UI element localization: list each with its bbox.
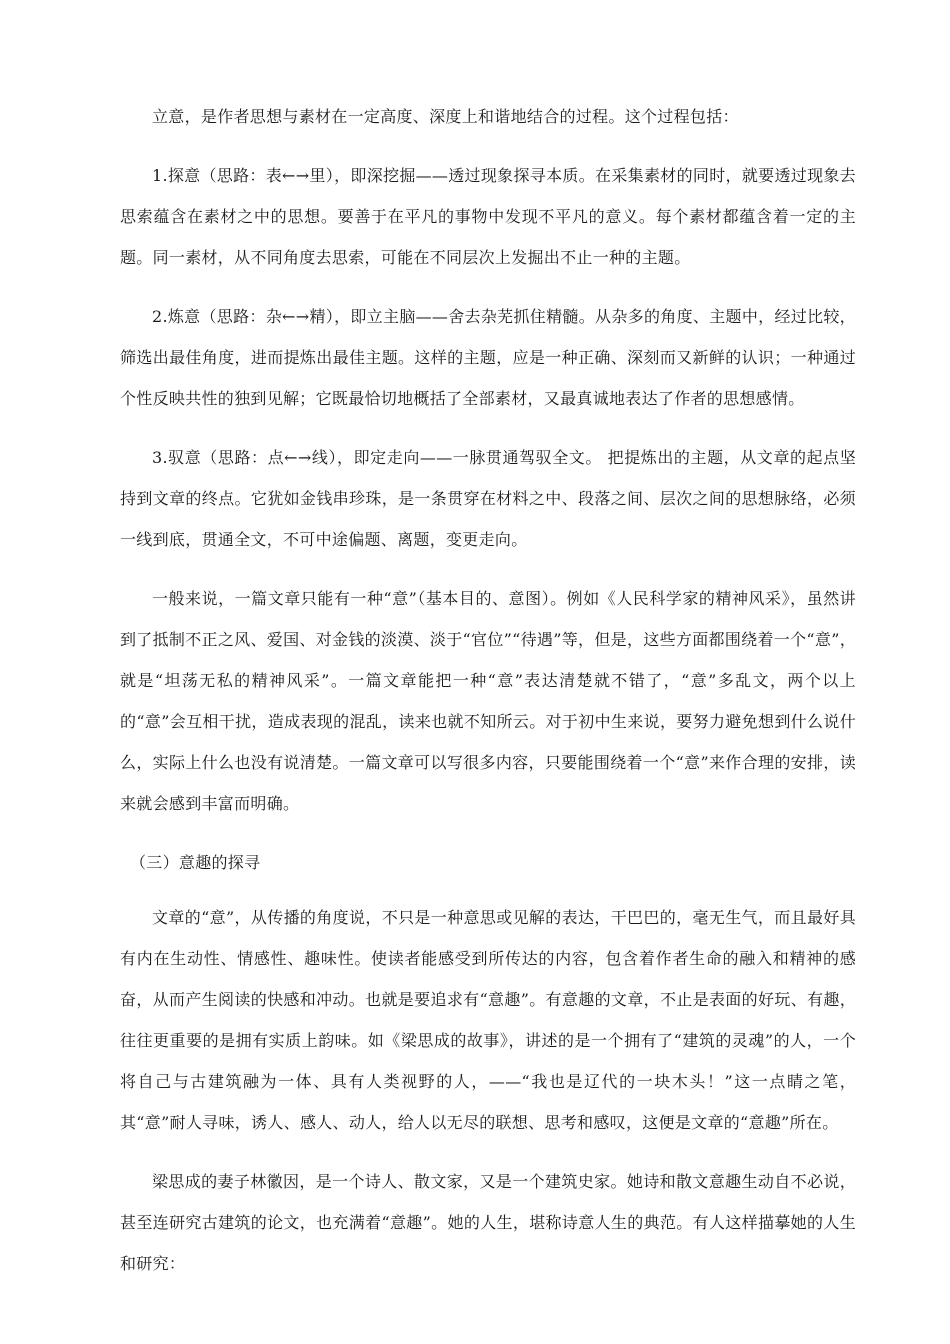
paragraph-yiqu: 文章的“意”，从传播的角度说，不只是一种意思或见解的表达，干巴巴的，毫无生气，而且最好具有内在生动性、情感性、趣味性。使读者能感受到所传达的内容，包含着作者生命的融入和精神的感奋，从而产生阅读的快感和冲动。也就是要追求有“意趣”。有意趣的文章，不止是表面的好玩、有趣，往往更重要的是拥有实质上韵味。如《梁思成的故事》，讲述的是一个拥有了“建筑的灵魂”的人，一个将自己与古建筑融为一体、具有人类视野的人，——“我也是辽代的一块木头！”这一点睛之笔，其“意”耐人寻味，诱人、感人、动人，给人以无尽的联想、思考和感叹，这便是文章的“意趣”所在。	[120, 908, 856, 1132]
paragraph-one-intent: 一般来说，一篇文章只能有一种“意”（基本目的、意图）。例如《人民科学家的精神风采》，虽然讲到了抵制不正之风、爱国、对金钱的淡漠、淡于“官位”“待遇”等，但是，这些方面都围绕着一个“意”，就是“坦荡无私的精神风采”。一篇文章能把一种“意”表达清楚就不错了，“意”多乱文，两个以上的“意”会互相干扰，造成表现的混乱，读来也就不知所云。对于初中生来说，要努力避免想到什么说什么，实际上什么也没有说清楚。一篇文章可以写很多内容，只要能围绕着一个“意”来作合理的安排，读来就会感到丰富而明确。	[120, 589, 856, 813]
paragraph-lin-huiyin: 梁思成的妻子林徽因，是一个诗人、散文家，又是一个建筑史家。她诗和散文意趣生动自不必说，甚至连研究古建筑的论文，也充满着“意趣”。她的人生，堪称诗意人生的典范。有人这样描摹她的人生和研究：	[120, 1172, 856, 1273]
document-page	[120, 96, 856, 1302]
paragraph-yuyi: 3.驭意（思路：点←→线），即定走向——一脉贯通驾驭全文。 把提炼出的主题，从文章的起点坚持到文章的终点。它犹如金钱串珍珠，是一条贯穿在材料之中、段落之间、层次之间的思想脉络，必须一线到底，贯通全文，不可中途偏题、离题，变更走向。	[120, 448, 856, 549]
paragraph-intro: 立意，是作者思想与素材在一定高度、深度上和谐地结合的过程。这个过程包括：	[152, 107, 739, 126]
paragraph-lianyi: 2.炼意（思路：杂←→精），即立主脑——舍去杂芜抓住精髓。从杂多的角度、主题中，经过比较，筛选出最佳角度，进而提炼出最佳主题。这样的主题，应是一种正确、深刻而又新鲜的认识；一种通过个性反映共性的独到见解；它既最恰切地概括了全部素材，又最真诚地表达了作者的思想感情。	[120, 307, 856, 408]
section-heading: （三）意趣的探寻	[130, 853, 261, 872]
paragraph-tanyi: 1.探意（思路：表←→里），即深挖掘——透过现象探寻本质。在采集素材的同时，就要透过现象去思索蕴含在素材之中的思想。要善于在平凡的事物中发现不平凡的意义。每个素材都蕴含着一定的主题。同一素材，从不同角度去思索，可能在不同层次上发掘出不止一种的主题。	[120, 166, 856, 267]
